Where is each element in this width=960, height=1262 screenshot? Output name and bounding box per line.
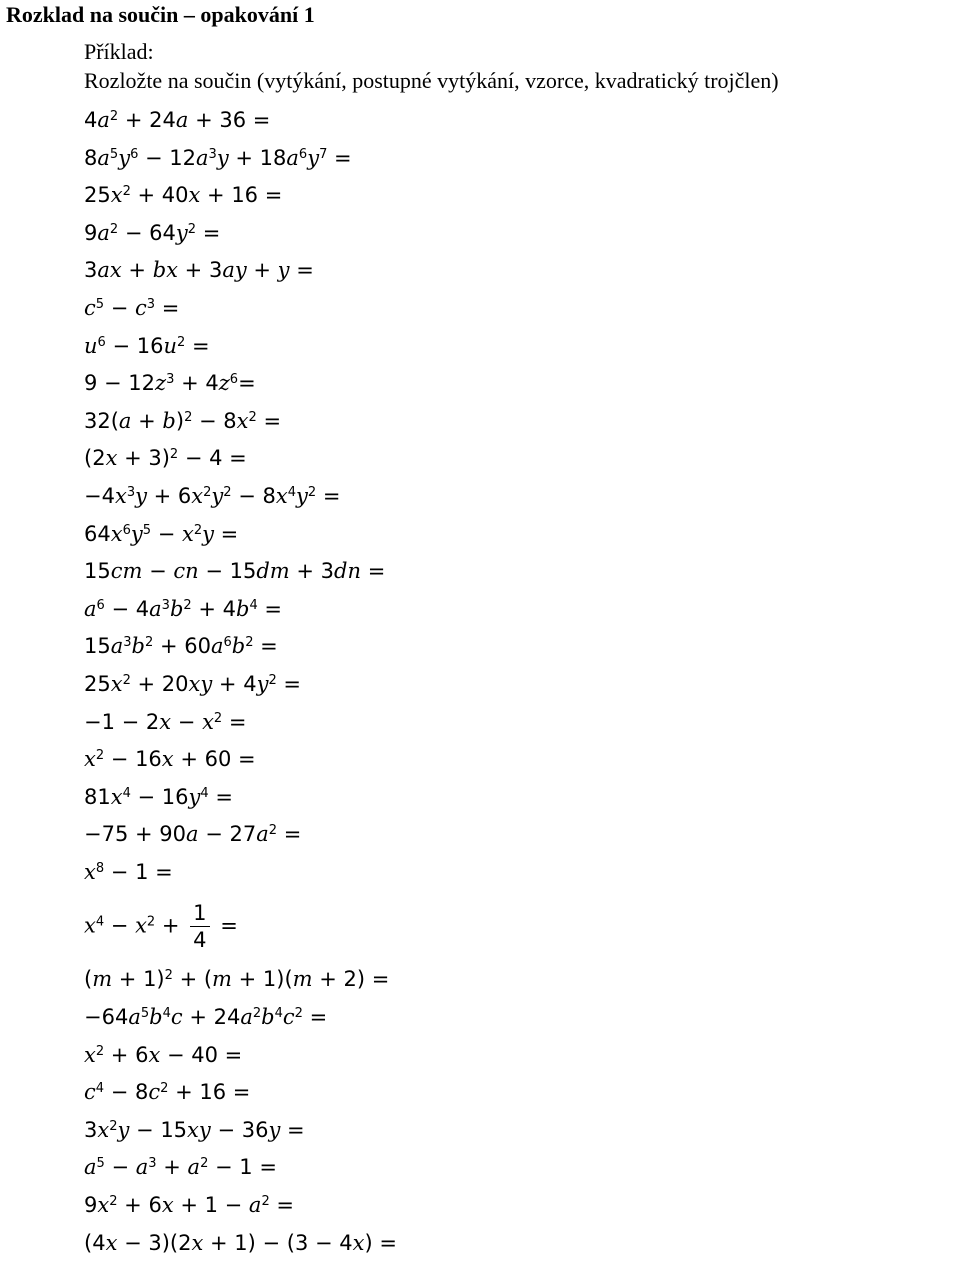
exercise-item — [84, 1224, 954, 1262]
exercise-item — [84, 703, 954, 741]
exercise-item — [84, 439, 954, 477]
exercise-expression: $64x^6y^5 - x^2y$ = — [84, 521, 239, 546]
exercise-item — [84, 515, 954, 553]
exercise-expression: 15cm − cn − 15dm + 3dn = — [84, 559, 386, 584]
fraction: $\frac{1}{4}$ — [190, 900, 209, 953]
exercise-item — [84, 289, 954, 327]
document-body — [84, 37, 954, 1261]
exercise-item — [84, 101, 954, 139]
exercise-expression: $25x^2 + 20xy + 4y^2$ = — [84, 671, 301, 696]
exercise-item — [84, 998, 954, 1036]
exercise-expression: $(2x + 3)^2 - 4$ = — [84, 446, 247, 471]
example-label: Příklad: — [84, 39, 154, 64]
exercise-expression: $x^2 + 6x - 40$ = — [84, 1042, 243, 1067]
exercise-item — [84, 251, 954, 289]
exercise-item — [84, 1036, 954, 1074]
exercise-expression: $3x^2y - 15xy - 36y$ = — [84, 1117, 305, 1142]
exercise-expression: $8a^5y^6 - 12a^3y + 18a^6y^7$ = — [84, 145, 352, 170]
exercise-item — [84, 590, 954, 628]
exercise-expression: $c^5 - c^3$ = — [84, 295, 180, 320]
exercise-item — [84, 627, 954, 665]
exercise-item — [84, 477, 954, 515]
exercise-expression: (4x − 3)(2x + 1) − (3 − 4x) = — [84, 1230, 397, 1255]
exercise-expression: $c^4 - 8c^2 + 16$ = — [84, 1080, 251, 1105]
exercise-expression: 3ax + bx + 3ay + y = — [84, 258, 314, 283]
exercise-item — [84, 740, 954, 778]
exercise-expression: $4a^2 + 24a + 36$ = — [84, 108, 271, 132]
exercise-expression: $x^2 - 16x + 60$ = — [84, 747, 256, 772]
exercise-item — [84, 402, 954, 440]
exercise-item — [84, 552, 954, 590]
exercise-expression: $9x^2 + 6x + 1 - a^2$ = — [84, 1193, 295, 1218]
exercise-item — [84, 214, 954, 252]
exercise-expression: $a^6 - 4a^3b^2 + 4b^4$ = — [84, 596, 282, 621]
exercise-item — [84, 665, 954, 703]
exercise-expression: $81x^4 - 16y^4$ = — [84, 784, 233, 809]
exercise-item — [84, 1186, 954, 1224]
exercise-expression: $-4x^3y + 6x^2y^2 - 8x^4y^2$ = — [84, 483, 341, 508]
exercise-expression: $a^5 - a^3 + a^2 - 1$ = — [84, 1155, 277, 1180]
exercise-expression: $u^6 - 16u^2$ = — [84, 333, 210, 358]
exercise-item — [84, 1073, 954, 1111]
exercise-expression: $x^8 - 1$ = — [84, 859, 173, 884]
exercise-expression: $(m + 1)^2 + (m + 1)(m + 2)$ = — [84, 967, 390, 992]
exercise-item — [84, 176, 954, 214]
exercise-expression: $-75 + 90a - 27a^2$ = — [84, 822, 302, 847]
exercise-expression: $9a^2 - 64y^2$ = — [84, 220, 221, 245]
exercise-item — [84, 327, 954, 365]
exercise-expression: $15a^3b^2 + 60a^6b^2$ = — [84, 634, 278, 659]
exercise-expression: $-1 - 2x - x^2$ = — [84, 709, 247, 734]
exercise-expression: $32(a + b)^2 - 8x^2$ = — [84, 408, 282, 433]
exercise-item — [84, 139, 954, 177]
exercise-expression: $25x^2 + 40x + 16$ = — [84, 183, 283, 208]
instruction-text: Rozložte na součin (vytýkání, postupné vytýkání, vzorce, kvadratický trojčlen) — [84, 68, 779, 93]
exercise-expression: $9 - 12z^3 + 4z^6=$ — [84, 371, 256, 396]
exercise-item — [84, 960, 954, 998]
exercise-item — [84, 853, 954, 891]
exercise-item — [84, 815, 954, 853]
exercise-item — [84, 890, 954, 960]
page-title: Rozklad na součin – opakování 1 — [6, 2, 315, 27]
exercise-item — [84, 778, 954, 816]
exercise-expression: $x^4 - x^2$ + $\frac{1}{4}$ = — [84, 900, 238, 952]
exercise-item — [84, 1148, 954, 1186]
exercise-item — [84, 1111, 954, 1149]
exercise-expression: $-64a^5b^4c + 24a^2b^4c^2$ = — [84, 1005, 328, 1030]
exercise-item — [84, 364, 954, 402]
exercise-list — [84, 101, 954, 1261]
